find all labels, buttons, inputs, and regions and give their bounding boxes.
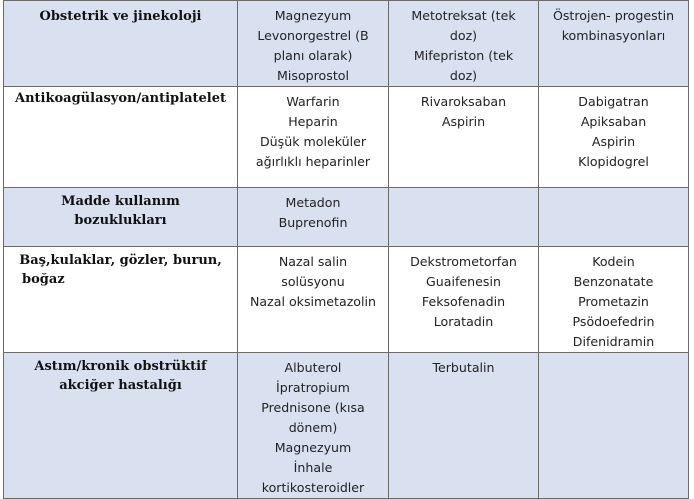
drug-line: Loratadin (433, 314, 494, 329)
drug-line: Warfarin (286, 94, 340, 109)
drug-line: Feksofenadin (421, 294, 506, 309)
drug-line: Metotreksat (tek (411, 8, 516, 23)
category-line: Baş,kulaklar, gözler, burun, (19, 253, 222, 268)
drug-line: Apiksaban (580, 114, 647, 129)
drug-line: Levonorgestrel (B (257, 28, 369, 43)
drug-line: İpratropium (276, 380, 350, 395)
drug-line: planı olarak) (273, 48, 353, 63)
drug-line: Kodein (592, 254, 635, 269)
drug-line: Dabigatran (578, 94, 649, 109)
category-cell (4, 87, 238, 188)
drug-line: Magnezyum (274, 440, 352, 455)
drug-cell-col3 (539, 353, 689, 499)
category-line: Astım/kronik obstrüktif (34, 359, 207, 374)
category-cell (4, 247, 238, 353)
drug-line: Misoprostol (277, 68, 349, 83)
drug-cell-col1 (238, 353, 389, 499)
category-line: Obstetrik ve jinekoloji (39, 9, 202, 24)
drug-cell-col3 (539, 247, 689, 353)
drug-cell-col1 (238, 87, 389, 188)
drug-cell-col2 (389, 87, 539, 188)
drug-line: Aspirin (591, 134, 636, 149)
category-line: bozuklukları (74, 213, 167, 228)
drug-line: Buprenofin (278, 215, 348, 230)
drug-line: doz) (449, 28, 478, 43)
drug-line: kortikosteroidler (261, 480, 365, 495)
drug-line: dönem) (288, 420, 338, 435)
table-row-heent (4, 247, 689, 353)
drug-line: Mifepriston (tek (413, 48, 514, 63)
category-line: boğaz (22, 272, 65, 287)
table-row-obstetrics (4, 1, 689, 87)
drug-line: Albuterol (284, 360, 342, 375)
table-row-asthma-copd (4, 353, 689, 499)
drug-line: Guaifenesin (426, 274, 501, 289)
category-cell (4, 353, 238, 499)
category-line: Antikoagülasyon/antiplatelet (15, 91, 226, 106)
drug-line: Magnezyum (274, 8, 352, 23)
drug-line: Terbutalin (432, 360, 495, 375)
drug-line: Metadon (285, 195, 341, 210)
drug-line: Difenidramin (572, 334, 655, 349)
drug-line: ağırlıklı heparinler (255, 154, 371, 169)
drug-cell-col2 (389, 353, 539, 499)
drug-line: Heparin (288, 114, 338, 129)
drug-line: İnhale (293, 460, 333, 475)
drug-line: Benzonatate (573, 274, 654, 289)
drug-line: Prometazin (578, 294, 649, 309)
category-cell (4, 1, 238, 87)
table-row-substance-use (4, 188, 689, 247)
drug-line: kombinasyonları (561, 28, 666, 43)
drug-cell-col2 (389, 247, 539, 353)
table-row-anticoagulation (4, 87, 689, 188)
drug-line: Nazal oksimetazolin (250, 294, 376, 309)
drug-classification-table (3, 0, 689, 499)
drug-cell-col2 (389, 1, 539, 87)
drug-cell-col3 (539, 87, 689, 188)
drug-line: solüsyonu (281, 274, 345, 289)
drug-line: Nazal salin (278, 254, 348, 269)
drug-cell-col1 (238, 188, 389, 247)
drug-line: Psödoefedrin (572, 314, 655, 329)
drug-line: doz) (449, 68, 478, 83)
drug-cell-col1 (238, 247, 389, 353)
drug-line: Düşük moleküler (259, 134, 367, 149)
drug-line: Klopidogrel (578, 154, 649, 169)
category-line: akciğer hastalığı (59, 378, 182, 393)
drug-cell-col1 (238, 1, 389, 87)
drug-cell-col3 (539, 1, 689, 87)
drug-line: Dekstrometorfan (410, 254, 517, 269)
drug-line: Aspirin (441, 114, 486, 129)
drug-cell-col2 (389, 188, 539, 247)
drug-line: Rivaroksaban (420, 94, 507, 109)
drug-line: Östrojen- progestin (552, 8, 675, 23)
category-line: Madde kullanım (61, 194, 180, 209)
drug-cell-col3 (539, 188, 689, 247)
drug-line: Prednisone (kısa (261, 400, 365, 415)
category-cell (4, 188, 238, 247)
